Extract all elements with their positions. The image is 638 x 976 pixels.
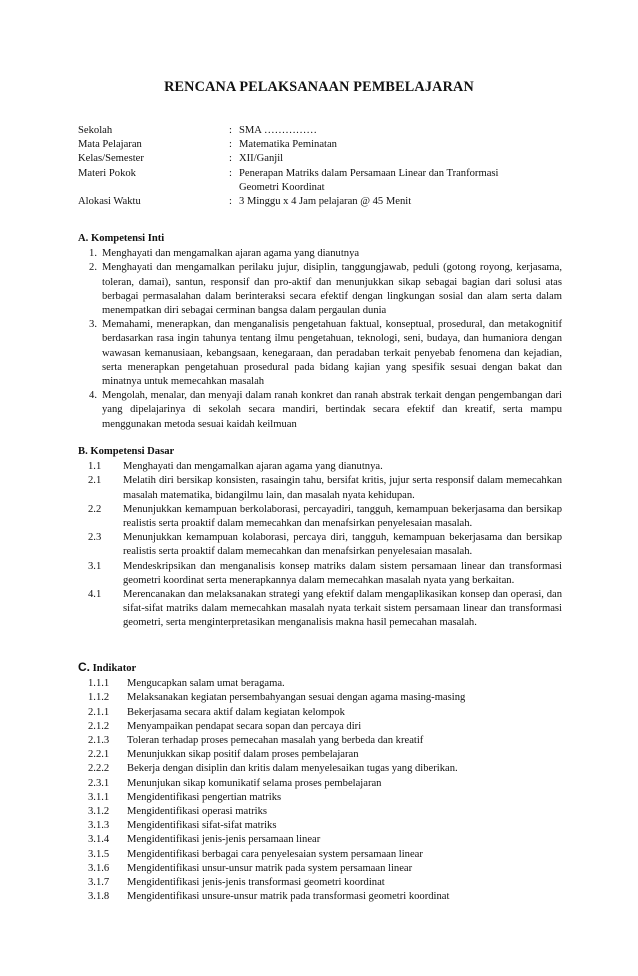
list-item <box>78 890 562 904</box>
item-number: 3. <box>89 319 97 331</box>
info-value: Matematika Peminatan <box>239 139 337 151</box>
item-text: Melatih diri bersikap konsisten, rasaingin tahu, bersifat kritis, jujur serta responsif dalam memecahkan masalah matematika, bidangilmu lain, dan masalah nyata kehidupan. <box>123 475 562 501</box>
item-number: 2.2.2 <box>88 763 110 775</box>
list-item <box>78 460 562 474</box>
info-value: 3 Minggu x 4 Jam pelajaran @ 45 Menit <box>239 196 412 208</box>
item-number: 2.2.1 <box>88 749 110 761</box>
item-number: 3.1.1 <box>88 791 110 803</box>
info-label: Mata Pelajaran <box>78 139 142 151</box>
section-heading-text: Indikator <box>92 663 137 674</box>
item-text: Mengidentifikasi sifat-sifat matriks <box>127 820 277 832</box>
item-number: 2. <box>89 262 97 274</box>
item-text: Menyampaikan pendapat secara sopan dan percaya diri <box>127 720 362 732</box>
section-heading: B. Kompetensi Dasar <box>78 446 175 457</box>
item-text: Toleran terhadap proses pemecahan masalah yang berbeda dan kreatif <box>127 735 424 747</box>
list-item <box>78 720 562 734</box>
item-text: Mengidentifikasi jenis-jenis persamaan linear <box>127 834 321 846</box>
item-number: 3.1.5 <box>88 848 110 860</box>
section-heading <box>78 660 562 676</box>
info-label: Alokasi Waktu <box>78 196 141 208</box>
item-number: 3.1.2 <box>88 806 110 818</box>
document-title: RENCANA PELAKSANAAN PEMBELAJARAN <box>164 79 474 95</box>
info-colon: : <box>229 167 232 179</box>
info-label: Kelas/Semester <box>78 153 144 165</box>
item-text: Mengolah, menalar, dan menyaji dalam ranah konkret dan ranah abstrak terkait dengan pengembangan dari yang dipelajarinya di sekolah secara mandiri, bertindak secara efektif dan kreatif, serta mampu menggunakan metoda sesuai kaidah keilmuan <box>102 390 562 430</box>
list-item <box>78 588 562 631</box>
list-item <box>78 791 562 805</box>
item-number: 1.1 <box>88 461 102 473</box>
section-letter: C. <box>78 660 90 674</box>
info-colon: : <box>229 139 232 151</box>
list-item <box>78 691 562 705</box>
item-number: 1.1.1 <box>88 678 110 690</box>
item-text: Menunjukkan kemampuan berkolaborasi, percayadiri, tangguh, kemampuan bekerjasama dan bersikap realistis serta proaktif dalam memecahkan dan menafsirkan penyelesaian masalah. <box>123 503 562 530</box>
info-value: SMA …………… <box>239 125 317 136</box>
item-text: Menghayati dan mengamalkan ajaran agama yang dianutnya. <box>123 461 383 473</box>
info-row-materi-pokok <box>78 167 562 195</box>
list-item <box>78 805 562 819</box>
item-text: Menghayati dan mengamalkan perilaku jujur, disiplin, tanggungjawab, peduli (gotong royong, kerjasama, toleran, damai), santun, responsif dan pro-aktif dan menunjukkan sikap sebagai bagian dari solusi atas berbagai permasalahan dalam berinteraksi secara efektif dengan lingkungan sosial dan alam serta dalam menempatkan diri sebagai cerminan bangsa dalam pergaulan dunia <box>102 262 562 317</box>
info-label: Sekolah <box>78 125 113 136</box>
item-number: 2.1 <box>88 475 102 487</box>
item-text: Mengidentifikasi pengertian matriks <box>127 791 282 803</box>
list-item <box>78 876 562 890</box>
list-item <box>78 531 562 559</box>
item-text: Bekerja dengan disiplin dan kritis dalam menyelesaikan tugas yang diberikan. <box>127 763 458 775</box>
item-number: 4. <box>89 390 97 402</box>
item-number: 2.1.2 <box>88 720 110 732</box>
info-colon: : <box>229 196 232 208</box>
item-number: 2.3.1 <box>88 777 110 789</box>
item-number: 3.1.7 <box>88 877 110 889</box>
list-item <box>78 819 562 833</box>
info-row-mata-pelajaran <box>78 138 562 152</box>
list-item <box>78 318 562 389</box>
section-heading: A. Kompetensi Inti <box>78 233 165 244</box>
item-text: Bekerjasama secara aktif dalam kegiatan kelompok <box>127 706 345 718</box>
identity-table <box>78 124 562 209</box>
item-text: Menunjukan sikap komunikatif selama proses pembelajaran <box>127 777 382 789</box>
indikator-section <box>78 660 562 904</box>
list-item <box>78 777 562 791</box>
item-text: Mengidentifikasi jenis-jenis transformasi geometri koordinat <box>127 877 385 889</box>
list-item <box>78 474 562 502</box>
item-text: Mendeskripsikan dan menganalisis konsep matriks dalam sistem persamaan linear dan transformasi geometri koordinat serta menerapkannya dalam memecahkan masalah nyata yang berkaitan. <box>123 560 562 586</box>
info-label: Materi Pokok <box>78 167 136 179</box>
list-item <box>78 503 562 531</box>
list-item <box>78 560 562 588</box>
item-text: Menunjukkan kemampuan kolaborasi, percaya diri, tangguh, kemampuan bekerjasama dan bersikap realistis serta proaktif dalam memecahkan dan menafsirkan penyelesaian masalah. <box>123 532 562 558</box>
list-item <box>78 833 562 847</box>
list-item <box>78 748 562 762</box>
item-text: Mengidentifikasi unsure-unsur matrik pada transformasi geometri koordinat <box>127 891 450 903</box>
item-number: 2.3 <box>88 532 102 544</box>
list-item <box>78 848 562 862</box>
info-value: Penerapan Matriks dalam Persamaan Linear dan Tranformasi Geometri Koordinat <box>239 167 499 193</box>
list-item <box>78 247 562 261</box>
item-number: 2.2 <box>88 503 102 515</box>
item-number: 3.1.4 <box>88 834 110 846</box>
item-text: Memahami, menerapkan, dan menganalisis pengetahuan faktual, konseptual, prosedural, dan metakognitif berdasarkan rasa ingin tahunya tentang ilmu pengetahuan, teknologi, seni, budaya, dan humaniora dengan wawasan kemanusiaan, kebangsaan, kenegaraan, dan peradaban terkait penyebab fenomena dan kejadian, serta menerapkan pengetahuan prosedural pada bidang kajian yang spesifik sesuai dengan bakat dan minatnya untuk memecahkan masalah <box>102 319 562 388</box>
info-row-sekolah <box>78 124 562 138</box>
kompetensi-inti-section <box>78 232 562 432</box>
item-text: Menunjukkan sikap positif dalam proses pembelajaran <box>127 749 359 761</box>
info-row-alokasi-waktu <box>78 195 562 209</box>
list-item <box>78 389 562 432</box>
item-number: 1.1.2 <box>88 692 110 704</box>
item-number: 4.1 <box>88 589 102 601</box>
item-text: Melaksanakan kegiatan persembahyangan sesuai dengan agama masing-masing <box>127 692 466 704</box>
item-text: Merencanakan dan melaksanakan strategi yang efektif dalam mengaplikasikan konsep dan operasi, dan sifat-sifat matriks dalam memecahkan masalah nyata terkait sistem persamaan linear dan transformasi geometri, serta menginterpretasikan menganalisis makna hasil pemecahan masalah. <box>123 589 562 629</box>
item-text: Mengidentifikasi unsur-unsur matrik pada system persamaan linear <box>127 862 413 874</box>
item-number: 2.1.3 <box>88 735 110 747</box>
list-item <box>78 677 562 691</box>
item-text: Mengucapkan salam umat beragama. <box>127 678 285 690</box>
item-number: 3.1.3 <box>88 820 110 832</box>
info-value: XII/Ganjil <box>239 153 284 165</box>
item-number: 1. <box>89 248 97 260</box>
list-item <box>78 261 562 318</box>
item-number: 3.1 <box>88 560 102 572</box>
item-text: Menghayati dan mengamalkan ajaran agama yang dianutnya <box>102 248 360 260</box>
item-text: Mengidentifikasi berbagai cara penyelesaian system persamaan linear <box>127 848 423 860</box>
item-number: 2.1.1 <box>88 706 110 718</box>
info-colon: : <box>229 153 232 165</box>
info-colon: : <box>229 125 232 136</box>
item-text: Mengidentifikasi operasi matriks <box>127 806 268 818</box>
item-number: 3.1.8 <box>88 891 110 903</box>
list-item <box>78 734 562 748</box>
list-item <box>78 706 562 720</box>
item-number: 3.1.6 <box>88 862 110 874</box>
kompetensi-dasar-section <box>78 445 562 631</box>
info-row-kelas-semester <box>78 152 562 166</box>
list-item <box>78 862 562 876</box>
list-item <box>78 762 562 776</box>
